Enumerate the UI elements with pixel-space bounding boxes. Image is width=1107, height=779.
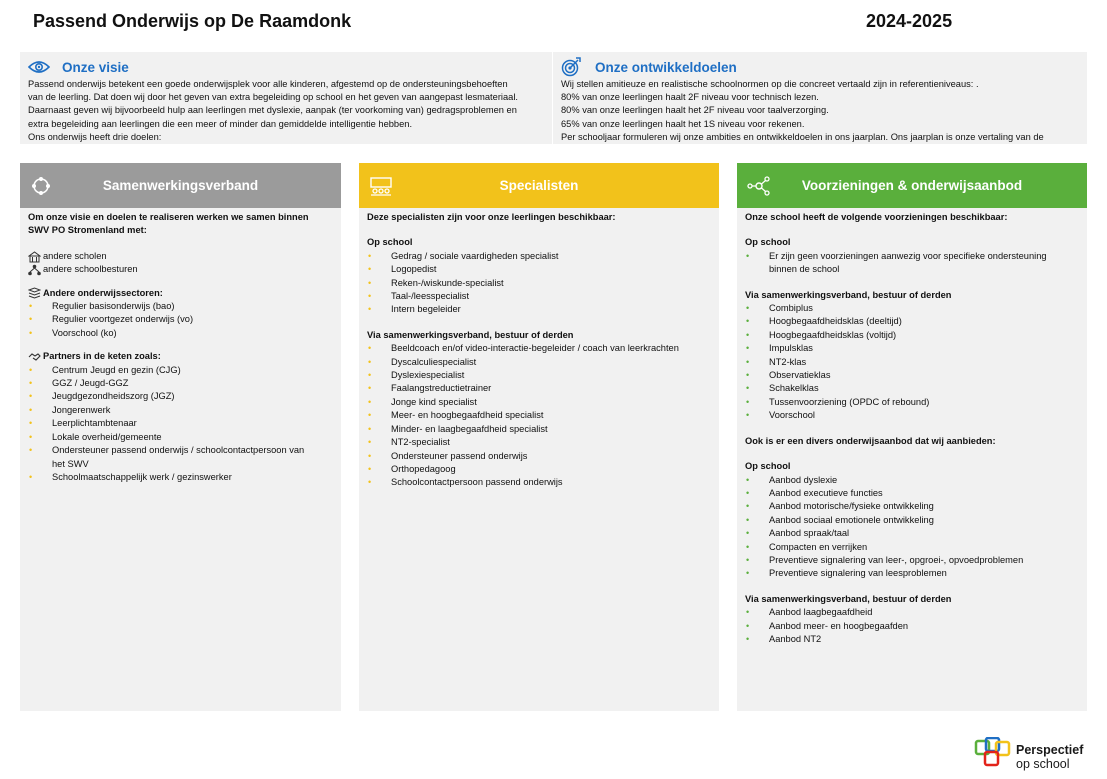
perspectief-logo: [974, 737, 1083, 776]
network-circle-icon: [30, 175, 52, 197]
list-item-continuation: binnen de school: [769, 264, 840, 275]
list-item: • Jeugdgezondheidszorg (JGZ): [28, 390, 335, 403]
list-item: • Reken-/wiskunde-specialist: [367, 277, 713, 290]
aanbod-intro: Ook is er een divers onderwijsaanbod dat wij aanbieden:: [745, 435, 996, 446]
sectoren-heading: [28, 287, 335, 300]
specialisten-title: Specialisten: [499, 178, 579, 193]
aanbod-via-heading: Via samenwerkingsverband, bestuur of derden: [745, 593, 952, 604]
specialisten-header: [359, 163, 719, 208]
sectoren-list: [28, 300, 335, 340]
puzzle-logo-icon: [974, 737, 1012, 776]
samenwerking-intro: SWV PO Stromenland met:: [28, 225, 147, 236]
list-item: [28, 263, 335, 276]
op-school-heading: Op school: [367, 237, 413, 248]
list-item: • Lokale overheid/gemeente: [28, 431, 335, 444]
list-item: • Minder- en laagbegaafdheid specialist: [367, 423, 713, 436]
list-item: • Combiplus: [745, 302, 1081, 315]
partners-list: [28, 364, 335, 485]
list-item-label: andere schoolbesturen: [43, 264, 138, 275]
list-item: • Er zijn geen voorzieningen aanwezig voor specifieke ondersteuning: [745, 250, 1081, 263]
list-item: • Aanbod dyslexie: [745, 474, 1081, 487]
samenwerkingsverband-header: [20, 163, 341, 208]
voorzieningen-intro: Onze school heeft de volgende voorzieningen beschikbaar:: [745, 212, 1008, 222]
visie-line: Passend onderwijs betekent een goede onderwijsplek voor alle kinderen, afgestemd op de ondersteuningsbehoeften: [28, 79, 508, 89]
list-item: • Schakelklas: [745, 382, 1081, 395]
doelen-text: [561, 78, 1079, 144]
doelen-line: 65% van onze leerlingen haalt het 1S niveau voor rekenen.: [561, 118, 805, 129]
list-item: • Preventieve signalering van leesproblemen: [745, 567, 1081, 580]
list-item: • Aanbod laagbegaafdheid: [745, 606, 1081, 619]
via-list: [745, 302, 1081, 423]
list-item: • Hoogbegaafdheidsklas (voltijd): [745, 329, 1081, 342]
list-item: • Schoolcontactpersoon passend onderwijs: [367, 476, 713, 489]
list-item: • Regulier voortgezet onderwijs (vo): [28, 313, 335, 326]
via-heading: Via samenwerkingsverband, bestuur of derden: [367, 329, 574, 340]
visie-title: Onze visie: [62, 59, 129, 75]
list-item: • Jongerenwerk: [28, 404, 335, 417]
list-item: • Aanbod sociaal emotionele ontwikkeling: [745, 514, 1081, 527]
list-item: • Dyslexiespecialist: [367, 369, 713, 382]
list-item: • Tussenvoorziening (OPDC of rebound): [745, 396, 1081, 409]
samenwerkingsverband-title: Samenwerkingsverband: [102, 178, 259, 193]
page-title: Passend Onderwijs op De Raamdonk: [33, 11, 352, 31]
list-item: • Meer- en hoogbegaafdheid specialist: [367, 409, 713, 422]
list-item: • Aanbod spraak/taal: [745, 527, 1081, 540]
visie-line: van de leerling. Dat doen wij door het geven van extra begeleiding op school en het geven van aangepast lesmateriaal.: [28, 92, 518, 103]
samenwerking-intro: Om onze visie en doelen te realiseren werken we samen binnen: [28, 212, 309, 222]
visie-line: Daarnaast geven wij bijvoorbeeld hulp aan leerlingen met dyslexie, aanpak (ter voorkoming van) gedragsproblemen en: [28, 105, 517, 116]
list-item: • Aanbod NT2: [745, 633, 1081, 646]
doelen-line: Wij stellen amitieuze en realistische schoolnormen op die concreet vertaald zijn in referentieniveaus: .: [561, 79, 979, 89]
list-item: • Compacten en verrijken: [745, 541, 1081, 554]
list-item: • Aanbod motorische/fysieke ontwikkeling: [745, 500, 1081, 513]
doelen-line: Per schooljaar formuleren wij onze ambities en ontwikkeldoelen in ons jaarplan. Ons jaarplan is onze vertaling van de: [561, 131, 1044, 142]
aanbod-op-school-list: [745, 474, 1081, 581]
op-school-heading: Op school: [745, 237, 791, 248]
visie-box: [20, 52, 552, 144]
partners-title: Partners in de keten zoals:: [43, 351, 161, 362]
aanbod-via-list: [745, 606, 1081, 646]
list-item: • Hoogbegaafdheidsklas (deeltijd): [745, 315, 1081, 328]
samenwerkingsverband-column: [20, 163, 341, 711]
nodes-icon: [747, 175, 769, 197]
list-item: • Taal-/leesspecialist: [367, 290, 713, 303]
op-school-list: [367, 250, 713, 317]
op-school-list: [745, 250, 1081, 277]
list-item: • Voorschool: [745, 409, 1081, 422]
list-item: • NT2-klas: [745, 356, 1081, 369]
list-item: • Impulsklas: [745, 342, 1081, 355]
list-item: • Dyscalculiespecialist: [367, 356, 713, 369]
list-item: • Beeldcoach en/of video-interactie-begeleider / coach van leerkrachten: [367, 342, 713, 355]
group-meeting-icon: [369, 175, 391, 197]
list-item: • Schoolmaatschappelijk werk / gezinswerker: [28, 471, 335, 484]
via-list: [367, 342, 713, 489]
list-item: • NT2-specialist: [367, 436, 713, 449]
list-item: • Aanbod executieve functies: [745, 487, 1081, 500]
list-item: • Regulier basisonderwijs (bao): [28, 300, 335, 313]
voorzieningen-column: [737, 163, 1087, 711]
list-item: • Centrum Jeugd en gezin (CJG): [28, 364, 335, 377]
eye-icon: [28, 57, 58, 77]
visie-line: Ons onderwijs heeft drie doelen:: [28, 131, 162, 142]
list-item: • Preventieve signalering van leer-, opgroei-, opvoedproblemen: [745, 554, 1081, 567]
list-item: • Orthopedagoog: [367, 463, 713, 476]
school-year: 2024-2025: [866, 11, 953, 31]
target-icon: [561, 57, 591, 77]
list-item: • Jonge kind specialist: [367, 396, 713, 409]
list-item: • Leerplichtambtenaar: [28, 417, 335, 430]
voorzieningen-title: Voorzieningen & onderwijsaanbod: [801, 178, 1023, 193]
voorzieningen-header: [737, 163, 1087, 208]
list-item: • Gedrag / sociale vaardigheden specialist: [367, 250, 713, 263]
doelen-title: Onze ontwikkeldoelen: [595, 59, 737, 75]
list-item: • Voorschool (ko): [28, 327, 335, 340]
list-item: • Aanbod meer- en hoogbegaafden: [745, 620, 1081, 633]
list-item: • GGZ / Jeugd-GGZ: [28, 377, 335, 390]
list-item: • Ondersteuner passend onderwijs: [367, 450, 713, 463]
list-item: • Observatieklas: [745, 369, 1081, 382]
specialisten-intro: Deze specialisten zijn voor onze leerlingen beschikbaar:: [367, 212, 616, 222]
school-building-icon: [28, 251, 42, 263]
list-item: • Logopedist: [367, 263, 713, 276]
visie-text: [28, 78, 544, 144]
list-item: • Intern begeleider: [367, 303, 713, 316]
doelen-line: 80% van onze leerlingen haalt 2F niveau voor technisch lezen.: [561, 92, 819, 103]
handshake-icon: [28, 351, 42, 363]
via-heading: Via samenwerkingsverband, bestuur of derden: [745, 289, 952, 300]
partners-heading: [28, 350, 335, 363]
list-item: • Ondersteuner passend onderwijs / schoolcontactpersoon van: [28, 444, 335, 457]
layers-icon: [28, 287, 42, 299]
list-item: [28, 250, 335, 263]
aanbod-op-school-heading: Op school: [745, 461, 791, 472]
logo-line1: Perspectief: [1016, 742, 1084, 757]
doelen-line: 80% van onze leerlingen haalt het 2F niveau voor taalverzorging.: [561, 105, 829, 116]
list-item-label: andere scholen: [43, 250, 107, 261]
logo-line2: op school: [1016, 756, 1070, 771]
list-item: • Faalangstreductietrainer: [367, 382, 713, 395]
org-chart-icon: [28, 264, 42, 276]
visie-line: extra begeleiding aan leerlingen die een meer of minder dan gemiddelde intelligentie hebben.: [28, 118, 413, 129]
specialisten-column: [359, 163, 719, 711]
sectoren-title: Andere onderwijssectoren:: [43, 287, 163, 298]
doelen-box: [553, 52, 1087, 144]
list-item-continuation: het SWV: [52, 458, 89, 469]
